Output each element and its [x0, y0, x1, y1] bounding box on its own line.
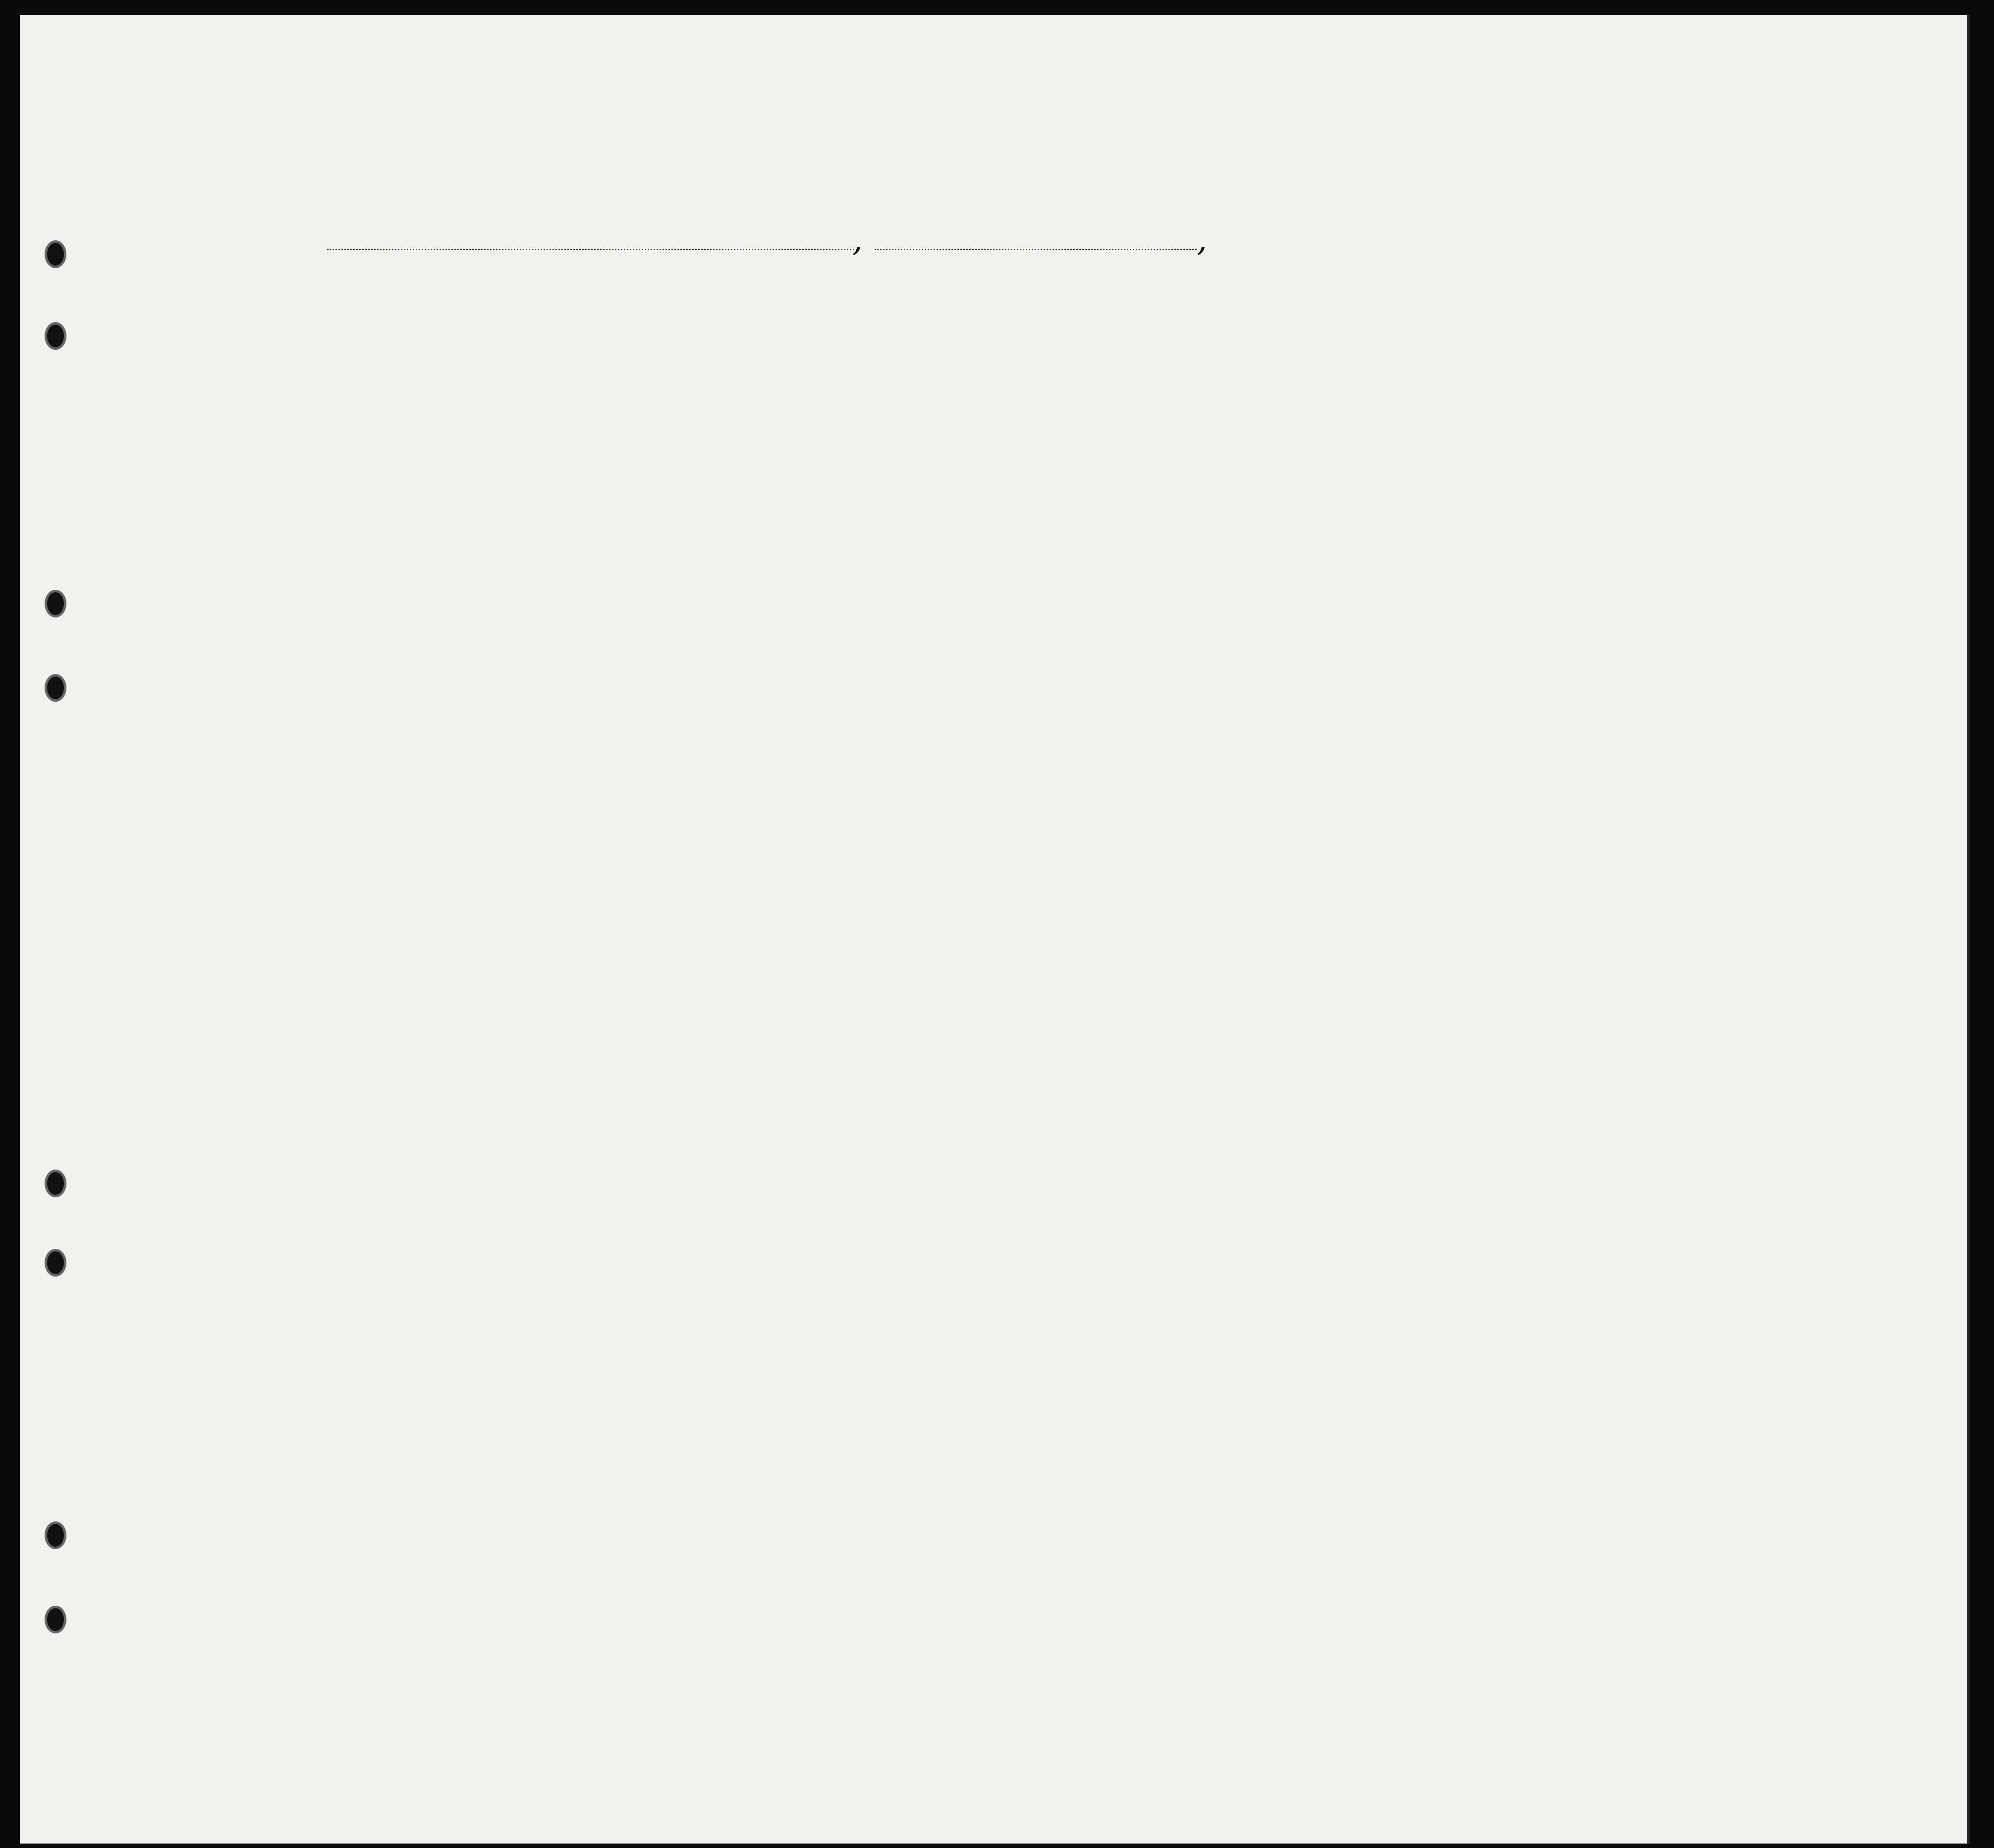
header-inches — [1661, 411, 1673, 456]
header-purpose-return — [1140, 335, 1179, 453]
binder-hole — [45, 1249, 66, 1277]
comma: , — [1197, 221, 1207, 259]
binder-hole — [45, 1170, 66, 1197]
comma: , — [852, 221, 863, 259]
header-money — [708, 300, 732, 448]
binder-hole — [45, 240, 66, 268]
header-polygamist — [1328, 317, 1348, 451]
header-prison — [1289, 317, 1319, 451]
header-anarchist — [1354, 317, 1374, 451]
header-ticket — [582, 300, 612, 448]
header-q29 — [1427, 317, 1462, 451]
header-purpose-citizen — [1253, 335, 1282, 453]
header-feet — [1641, 421, 1654, 456]
header-q28 — [1380, 317, 1420, 451]
binder-hole — [45, 322, 66, 350]
header-q30 — [1474, 317, 1504, 451]
binder-hole — [45, 1521, 66, 1549]
header-purpose-length — [1187, 335, 1221, 453]
manifest-sheet — [20, 15, 1970, 1844]
binder-hole — [45, 1606, 66, 1633]
binder-hole — [45, 590, 66, 617]
port-line — [327, 249, 857, 250]
date-line — [875, 249, 1197, 250]
binder-hole — [45, 674, 66, 702]
